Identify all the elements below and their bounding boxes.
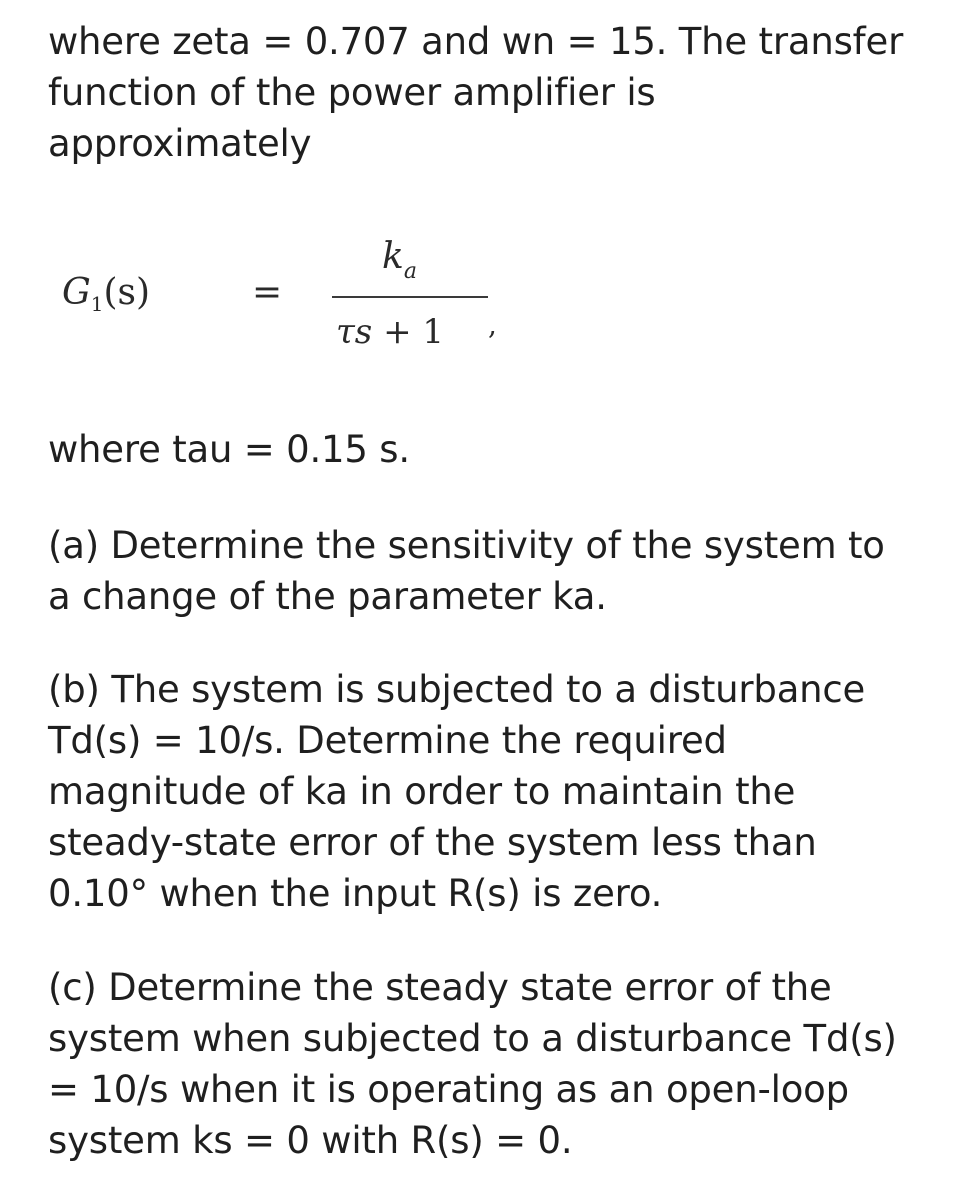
part-c-paragraph: [48, 962, 928, 1166]
intro-line: function of the power amplifier is: [48, 71, 656, 114]
equation-lhs: [62, 272, 150, 316]
equation-comma: ,: [488, 308, 497, 341]
tau-paragraph: [48, 424, 928, 475]
lhs-argument: (s): [103, 272, 151, 313]
denominator-tau-s: τs: [336, 312, 373, 352]
numerator-variable: k: [382, 236, 404, 277]
transfer-function-equation: [62, 236, 497, 376]
lhs-subscript: 1: [90, 292, 104, 316]
numerator-subscript: a: [403, 259, 417, 284]
equals-sign: =: [252, 272, 283, 313]
part-a-line: (a) Determine the sensitivity of the system to: [48, 524, 885, 567]
part-b-paragraph: [48, 664, 928, 919]
intro-paragraph: [48, 16, 928, 169]
intro-line: where zeta = 0.707 and wn = 15. The transfer: [48, 20, 904, 63]
lhs-function: G: [62, 272, 91, 313]
part-c-line: (c) Determine the steady state error of the: [48, 966, 832, 1009]
denominator: [336, 312, 444, 352]
part-b-line: Td(s) = 10/s. Determine the required: [48, 719, 727, 762]
intro-line: approximately: [48, 122, 312, 165]
part-c-line: = 10/s when it is operating as an open-loop: [48, 1068, 849, 1111]
part-b-line: 0.10° when the input R(s) is zero.: [48, 872, 663, 915]
part-a-paragraph: [48, 520, 928, 622]
part-a-line: a change of the parameter ka.: [48, 575, 607, 618]
part-b-line: (b) The system is subjected to a disturbance: [48, 668, 866, 711]
fraction-bar: [332, 296, 488, 298]
part-b-line: steady-state error of the system less than: [48, 821, 817, 864]
part-c-line: system when subjected to a disturbance Td(s): [48, 1017, 897, 1060]
part-c-line: system ks = 0 with R(s) = 0.: [48, 1119, 573, 1162]
denominator-rest: + 1: [372, 312, 445, 352]
tau-line: where tau = 0.15 s.: [48, 428, 410, 471]
part-b-line: magnitude of ka in order to maintain the: [48, 770, 796, 813]
numerator: [382, 236, 417, 284]
